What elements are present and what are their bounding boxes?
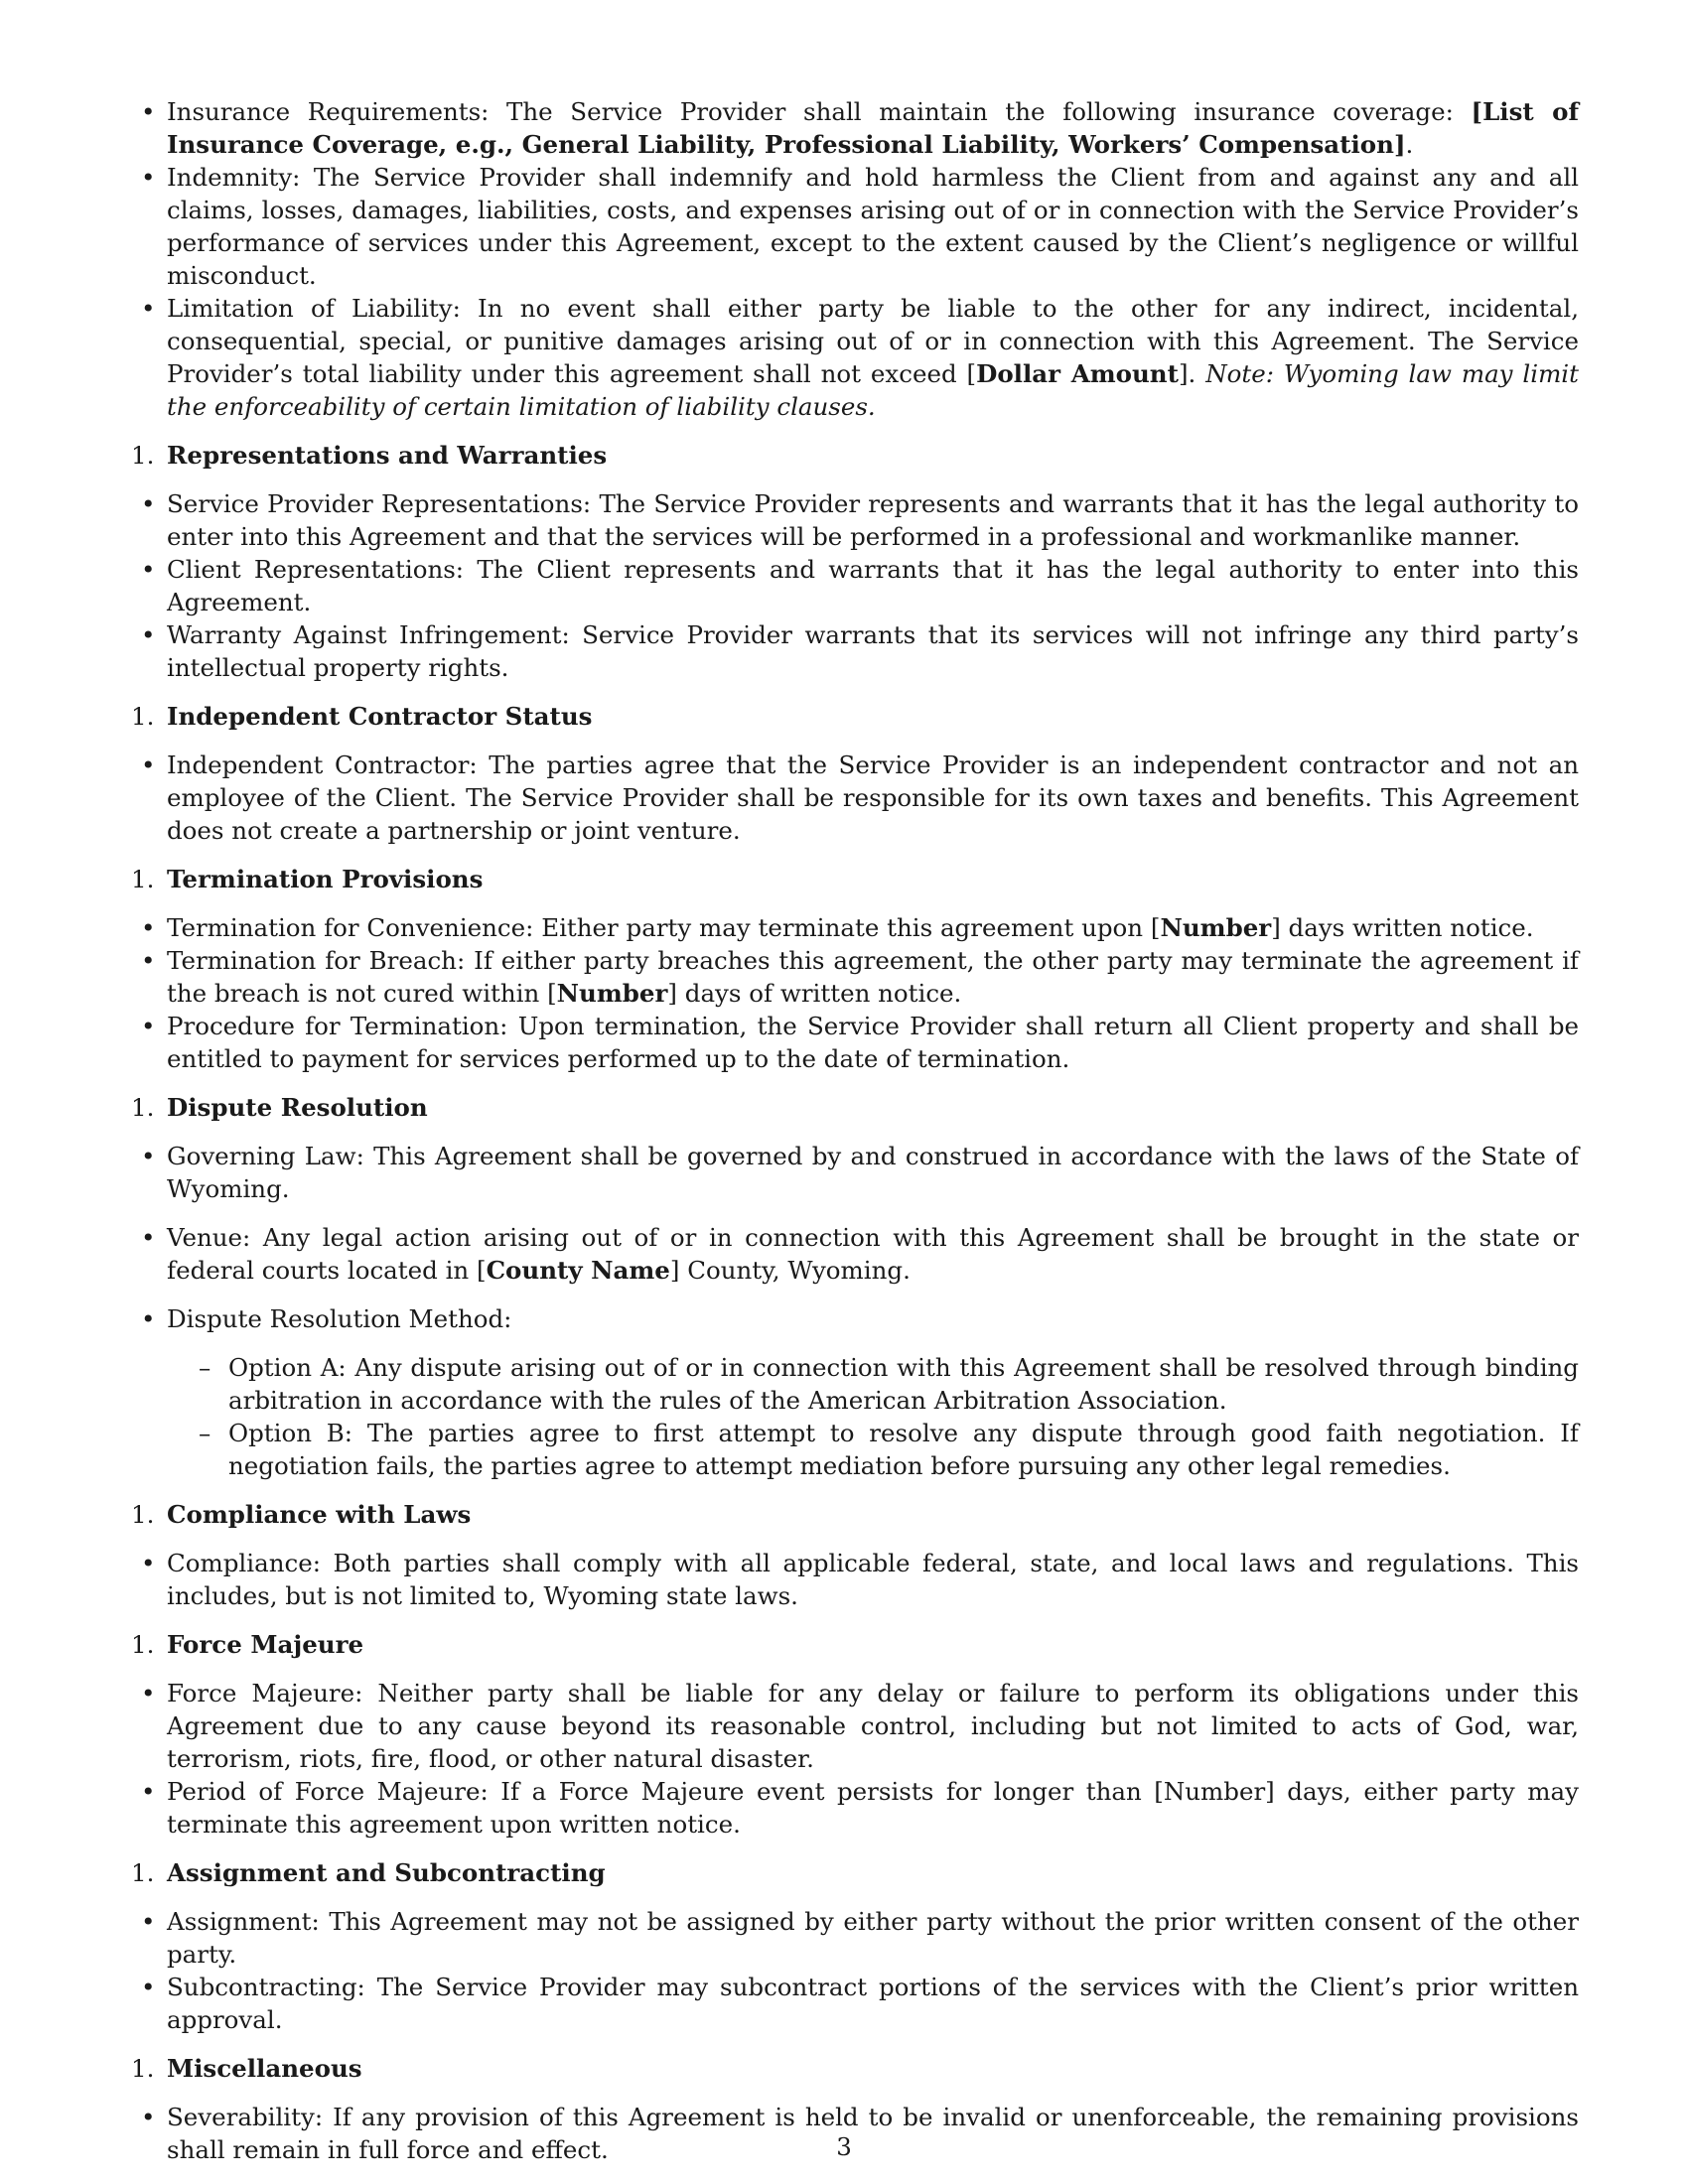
item-text: The Service Provider shall maintain the following insurance coverage: [489,97,1472,126]
list-item [167,618,1579,684]
section-title: Assignment and Subcontracting [167,1858,606,1887]
item-label: Service Provider Representations: [167,489,592,518]
list-item [167,1677,1579,1775]
number-placeholder: Number [1160,913,1272,942]
item-label: Governing Law: [167,1142,364,1170]
list-item [167,1221,1579,1287]
item-text: This Agreement shall be governed by and construed in accordance with the laws of the State of Wyoming. [167,1142,1580,1203]
item-text: If any provision of this Agreement is held to be invalid or unenforceable, the remaining provisions shall remain in full force and effect. [167,2103,1579,2164]
dispute-list [167,1140,1579,1482]
list-item [167,487,1579,553]
item-text: Any legal action arising out of or in connection with this Agreement shall be brought in the state or federal courts located in [167,1223,1579,1285]
bracket-open: [ [547,979,557,1008]
termination-list [167,911,1579,1075]
section-title: Miscellaneous [167,2054,362,2083]
compliance-list [167,1547,1579,1612]
item-text: The parties agree to first attempt to resolve any dispute through good faith negotiation. If negotiation fails, the parties agree to attempt mediation before pursuing any other legal remedies. [228,1419,1579,1480]
number-placeholder: Number [556,979,668,1008]
item-text: The Service Provider shall indemnify and hold harmless the Client from and against any and all claims, losses, damages, liabilities, costs, and expenses arising out of or in connection with the Service Provider’s performance of services under this Agreement, except to the extent caused by the Client’s negligence or willful misconduct. [167,163,1579,290]
list-item [167,1547,1579,1612]
section-heading-force-majeure [131,1628,1579,1661]
item-label: Subcontracting: [167,1973,365,2001]
list-item [167,749,1579,847]
item-label: Compliance: [167,1549,321,1577]
section-number: 1. [131,702,155,731]
item-label: Insurance Requirements: [167,97,490,126]
bracket-close: ] [669,1256,680,1285]
section-number: 1. [131,1500,155,1529]
item-text: The parties agree that the Service Provider is an independent contractor and not an employee of the Client. The Service Provider shall be responsible for its own taxes and benefits. This Agreement does not create a partnership or joint venture. [167,751,1579,845]
section-number: 1. [131,1093,155,1122]
item-text: This Agreement may not be assigned by either party without the prior written consent of the other party. [167,1907,1579,1969]
section-title: Termination Provisions [167,865,484,893]
list-item [167,911,1579,944]
list-item [167,944,1579,1010]
item-label: Force Majeure: [167,1679,363,1707]
list-item [167,1302,1579,1482]
section-number: 1. [131,2054,155,2083]
item-label: Termination for Breach: [167,946,466,975]
item-text: Upon termination, the Service Provider shall return all Client property and shall be entitled to payment for services performed up to the date of termination. [167,1012,1580,1073]
option-item [228,1351,1579,1417]
list-item [167,1905,1579,1971]
item-label: Warranty Against Infringement: [167,620,570,649]
item-text: days written notice. [1280,913,1534,942]
dispute-options-list [167,1351,1579,1482]
section-title: Representations and Warranties [167,441,608,470]
bracket-close: ] [667,979,677,1008]
item-text: days of written notice. [676,979,962,1008]
item-text: County, Wyoming. [679,1256,911,1285]
county-placeholder: County Name [486,1256,670,1285]
item-label: Venue: [167,1223,251,1252]
section-number: 1. [131,1858,155,1887]
list-item [167,1010,1579,1075]
section-title: Independent Contractor Status [167,702,593,731]
item-label: Period of Force Majeure: [167,1777,489,1806]
item-text: Both parties shall comply with all applicable federal, state, and local laws and regulations. This includes, but is not limited to, Wyoming state laws. [167,1549,1579,1610]
assignment-list [167,1905,1579,2036]
dollar-placeholder: Dollar Amount [976,359,1179,388]
section-number: 1. [131,1630,155,1659]
list-item [167,1140,1579,1205]
list-item [167,553,1579,618]
limitation-item [167,292,1579,423]
limitation-note: Note: Wyoming law may limit the enforceability of certain limitation of liability clauses. [167,359,1579,421]
item-label: Client Representations: [167,555,465,584]
section-number: 1. [131,441,155,470]
item-text: The Service Provider represents and warrants that it has the legal authority to enter into this Agreement and that the services will be performed in a professional and workmanlike manner. [167,489,1579,551]
item-label: Assignment: [167,1907,320,1936]
item-text: In no event shall either party be liable to the other for any indirect, incidental, consequential, special, or punitive damages arising out of or in connection with this Agreement. The Service Provider’s total liability under this agreement shall not exceed [167,294,1579,388]
section-heading-assignment [131,1856,1579,1889]
item-label: Option A: [228,1353,347,1382]
section-heading-representations [131,439,1579,472]
insurance-placeholder: [List of Insurance Coverage, e.g., General Liability, Professional Liability, Workers’ Compensation] [167,97,1579,159]
insurance-item [167,95,1579,161]
section-title: Dispute Resolution [167,1093,428,1122]
representations-list [167,487,1579,684]
section-heading-miscellaneous [131,2052,1579,2085]
liability-list [167,95,1579,423]
item-label: Severability: [167,2103,324,2131]
page-number: 3 [836,2132,852,2161]
item-label: Termination for Convenience: [167,913,534,942]
list-item [167,1775,1579,1841]
item-text: Either party may terminate this agreement upon [533,913,1151,942]
item-end: . [1405,130,1414,159]
bracket-open: [ [966,359,977,388]
item-text: Service Provider warrants that its services will not infringe any third party’s intellectual property rights. [167,620,1579,682]
indemnity-item [167,161,1579,292]
section-heading-independent [131,700,1579,733]
bracket-open: [ [1150,913,1161,942]
item-text: If either party breaches this agreement, the other party may terminate the agreement if the breach is not cured within [167,946,1580,1008]
section-heading-dispute [131,1091,1579,1124]
list-item [167,1971,1579,2036]
item-label: Option B: [228,1419,353,1447]
force-majeure-list [167,1677,1579,1841]
section-title: Force Majeure [167,1630,364,1659]
item-label: Limitation of Liability: [167,294,461,323]
section-number: 1. [131,865,155,893]
item-label: Procedure for Termination: [167,1012,508,1040]
item-text: If a Force Majeure event persists for longer than [Number] days, either party may terminate this agreement upon written notice. [167,1777,1579,1839]
bracket-close: ]. [1178,359,1206,388]
item-label: Dispute Resolution Method: [167,1304,512,1333]
item-text: Any dispute arising out of or in connection with this Agreement shall be resolved through binding arbitration in accordance with the rules of the American Arbitration Association. [228,1353,1579,1415]
item-label: Indemnity: [167,163,301,192]
bracket-open: [ [477,1256,487,1285]
item-text: The Service Provider may subcontract portions of the services with the Client’s prior written approval. [167,1973,1579,2034]
section-heading-termination [131,863,1579,895]
option-item [228,1417,1579,1482]
section-heading-compliance [131,1498,1579,1531]
document-page [131,95,1580,2166]
item-text: Neither party shall be liable for any delay or failure to perform its obligations under this Agreement due to any cause beyond its reasonable control, including but not limited to acts of God, war, terrorism, riots, fire, flood, or other natural disaster. [167,1679,1580,1773]
section-title: Compliance with Laws [167,1500,472,1529]
bracket-close: ] [1271,913,1281,942]
item-label: Independent Contractor: [167,751,478,779]
item-text: The Client represents and warrants that it has the legal authority to enter into this Agreement. [167,555,1579,616]
independent-list [167,749,1579,847]
